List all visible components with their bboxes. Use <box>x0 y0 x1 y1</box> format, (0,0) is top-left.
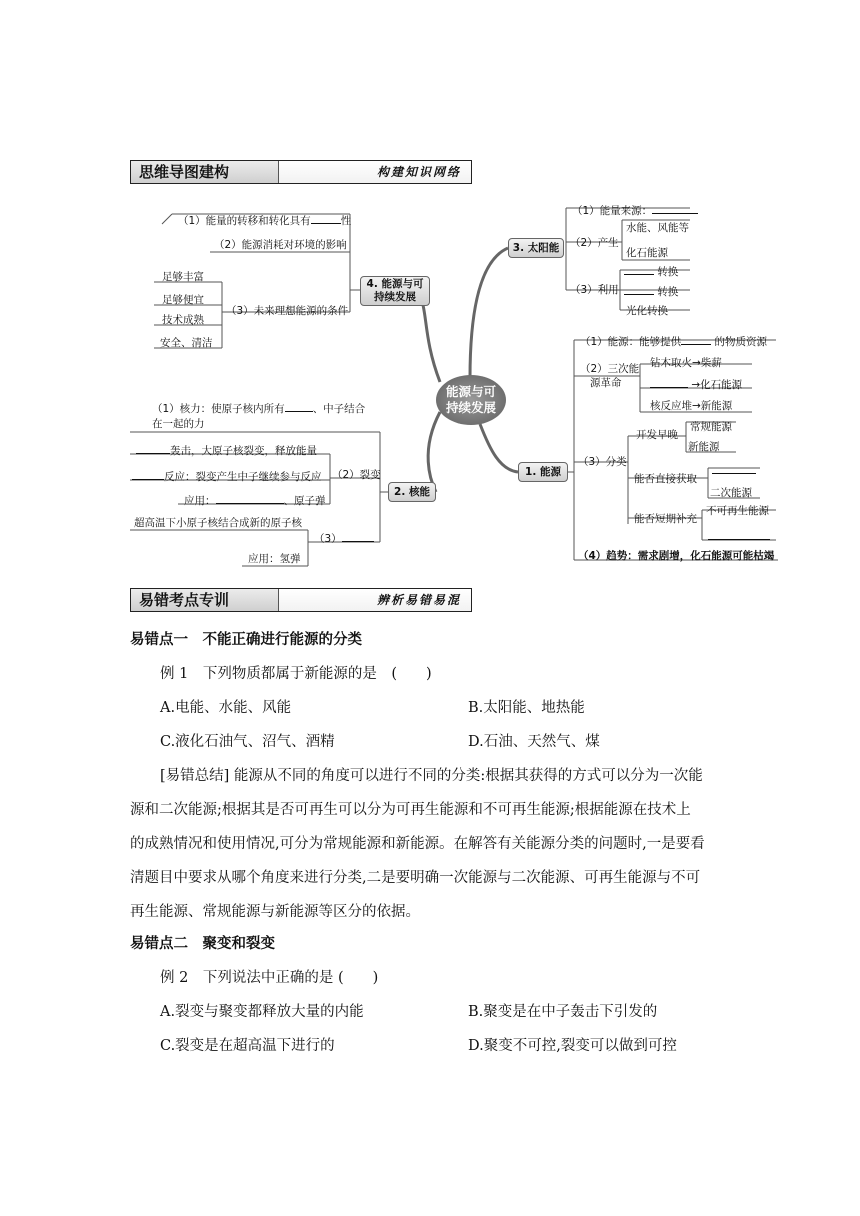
solar-produce-label: （2）产生 <box>570 237 619 249</box>
hub-dev-line-2: 持续发展 <box>374 291 416 303</box>
example2-option-c: C.裂变是在超高温下进行的 <box>160 1038 335 1054</box>
example1-option-b: B.太阳能、地热能 <box>468 700 585 716</box>
fission-chain-reaction: 反应：裂变产生中子继续参与反应 <box>132 468 322 484</box>
summary-line-4: 清题目中要求从哪个角度来进行分类,二是要明确一次能源与二次能源、可再生能源与不可 <box>130 870 701 886</box>
hub-energy: 1. 能源 <box>518 462 568 482</box>
solar-use-label: （3）利用 <box>570 284 619 296</box>
center-line-1: 能源与可 <box>445 384 496 399</box>
example1-option-c: C.液化石油气、沼气、酒精 <box>160 734 335 750</box>
rev-label-line-2: 源革命 <box>590 377 622 389</box>
classification-group-1: 开发早晚 <box>636 429 678 441</box>
fission-label: （2）裂变 <box>332 469 381 481</box>
solar-produce-item-1: 水能、风能等 <box>626 222 689 234</box>
example2-question: 例 2 下列说法中正确的是 ( ) <box>160 970 379 986</box>
mindmap-center-node <box>436 375 506 425</box>
classification-blank-primary <box>712 462 756 478</box>
dev-item-3: （3）未来理想能源的条件 <box>226 305 349 317</box>
example1-option-d: D.石油、天然气、煤 <box>468 734 600 750</box>
dev-condition-4: 安全、清洁 <box>160 337 213 349</box>
example1-option-a: A.电能、水能、风能 <box>160 700 292 716</box>
classification-item-nonrenewable: 不可再生能源 <box>706 505 769 517</box>
nuclear-force: （1）核力：使原子核内所有 、中子结合 <box>152 400 365 416</box>
rev-label-line-1: （2）三次能 <box>580 363 640 375</box>
summary-line-5: 再生能源、常规能源与新能源等区分的依据。 <box>130 904 420 920</box>
dev-condition-1: 足够丰富 <box>162 271 204 283</box>
banner-subtitle: 辨析易错易混 <box>376 593 461 607</box>
dev-condition-2: 足够便宜 <box>162 294 204 306</box>
classification-item-new: 新能源 <box>688 441 720 453</box>
fusion-application: 应用：氢弹 <box>248 553 301 565</box>
hub-dev-line-1: 4. 能源与可 <box>366 278 424 290</box>
hub-sustainable-development <box>360 276 430 306</box>
solar-use-item-1: 转换 <box>624 263 678 279</box>
example2-option-b: B.聚变是在中子轰击下引发的 <box>468 1004 658 1020</box>
dev-item-1: （1）能量的转移和转化具有 性 <box>178 212 351 228</box>
banner-subtitle: 构建知识网络 <box>376 165 461 179</box>
example2-option-a: A.裂变与聚变都释放大量的内能 <box>160 1004 364 1020</box>
classification-group-3: 能否短期补充 <box>634 513 697 525</box>
fission-bombard: 轰击，大原子核裂变，释放能量 <box>136 442 317 458</box>
classification-item-conventional: 常规能源 <box>690 421 732 433</box>
hub-nuclear-energy: 2. 核能 <box>388 482 436 502</box>
fission-application: 应用： 、原子弹 <box>184 492 326 508</box>
classification-label: （3）分类 <box>578 456 627 468</box>
banner-title: 易错考点专训 <box>131 589 279 611</box>
solar-use-item-2: 转换 <box>624 283 678 299</box>
error-points-banner <box>130 588 472 612</box>
example2-option-d: D.聚变不可控,裂变可以做到可控 <box>468 1038 677 1054</box>
energy-trend: （4）趋势：需求剧增，化石能源可能枯竭 <box>578 550 775 562</box>
hub-solar-energy: 3. 太阳能 <box>508 238 564 258</box>
summary-line-3: 的成熟情况和使用情况,可分为常规能源和新能源。在解答有关能源分类的问题时,一是要看 <box>130 836 705 852</box>
fusion-description: 超高温下小原子核结合成新的原子核 <box>134 517 302 529</box>
section1-heading: 易错点一 不能正确进行能源的分类 <box>130 632 362 648</box>
energy-revolution-label <box>580 362 639 390</box>
solar-source: （1）能量来源： <box>572 202 698 218</box>
banner-title: 思维导图建构 <box>131 161 279 183</box>
center-line-2: 持续发展 <box>445 400 496 415</box>
revolution-item-1: 钻木取火→柴薪 <box>650 357 722 369</box>
example1-question: 例 1 下列物质都属于新能源的是 ( ) <box>160 666 432 682</box>
summary-line-2: 源和二次能源;根据其是否可再生可以分为可再生能源和不可再生能源;根据能源在技术上 <box>130 802 691 818</box>
classification-item-secondary: 二次能源 <box>710 487 752 499</box>
dev-item-2: （2）能源消耗对环境的影响 <box>214 239 347 251</box>
dev-condition-3: 技术成熟 <box>162 314 204 326</box>
revolution-item-3: 核反应堆→新能源 <box>650 400 733 412</box>
section2-heading: 易错点二 聚变和裂变 <box>130 936 275 952</box>
summary-line-1: [易错总结] 能源从不同的角度可以进行不同的分类:根据其获得的方式可以分为一次能 <box>160 768 703 784</box>
classification-blank-renewable <box>708 528 770 544</box>
fusion-label: （3） <box>314 530 374 546</box>
solar-use-item-3: 光化转换 <box>626 305 668 317</box>
solar-produce-item-2: 化石能源 <box>626 247 668 259</box>
classification-group-2: 能否直接获取 <box>634 473 697 485</box>
energy-definition: （1）能源：能够提供 的物质资源 <box>580 333 767 349</box>
revolution-item-2: →化石能源 <box>650 376 742 392</box>
nuclear-force-line-2: 在一起的力 <box>152 418 205 430</box>
